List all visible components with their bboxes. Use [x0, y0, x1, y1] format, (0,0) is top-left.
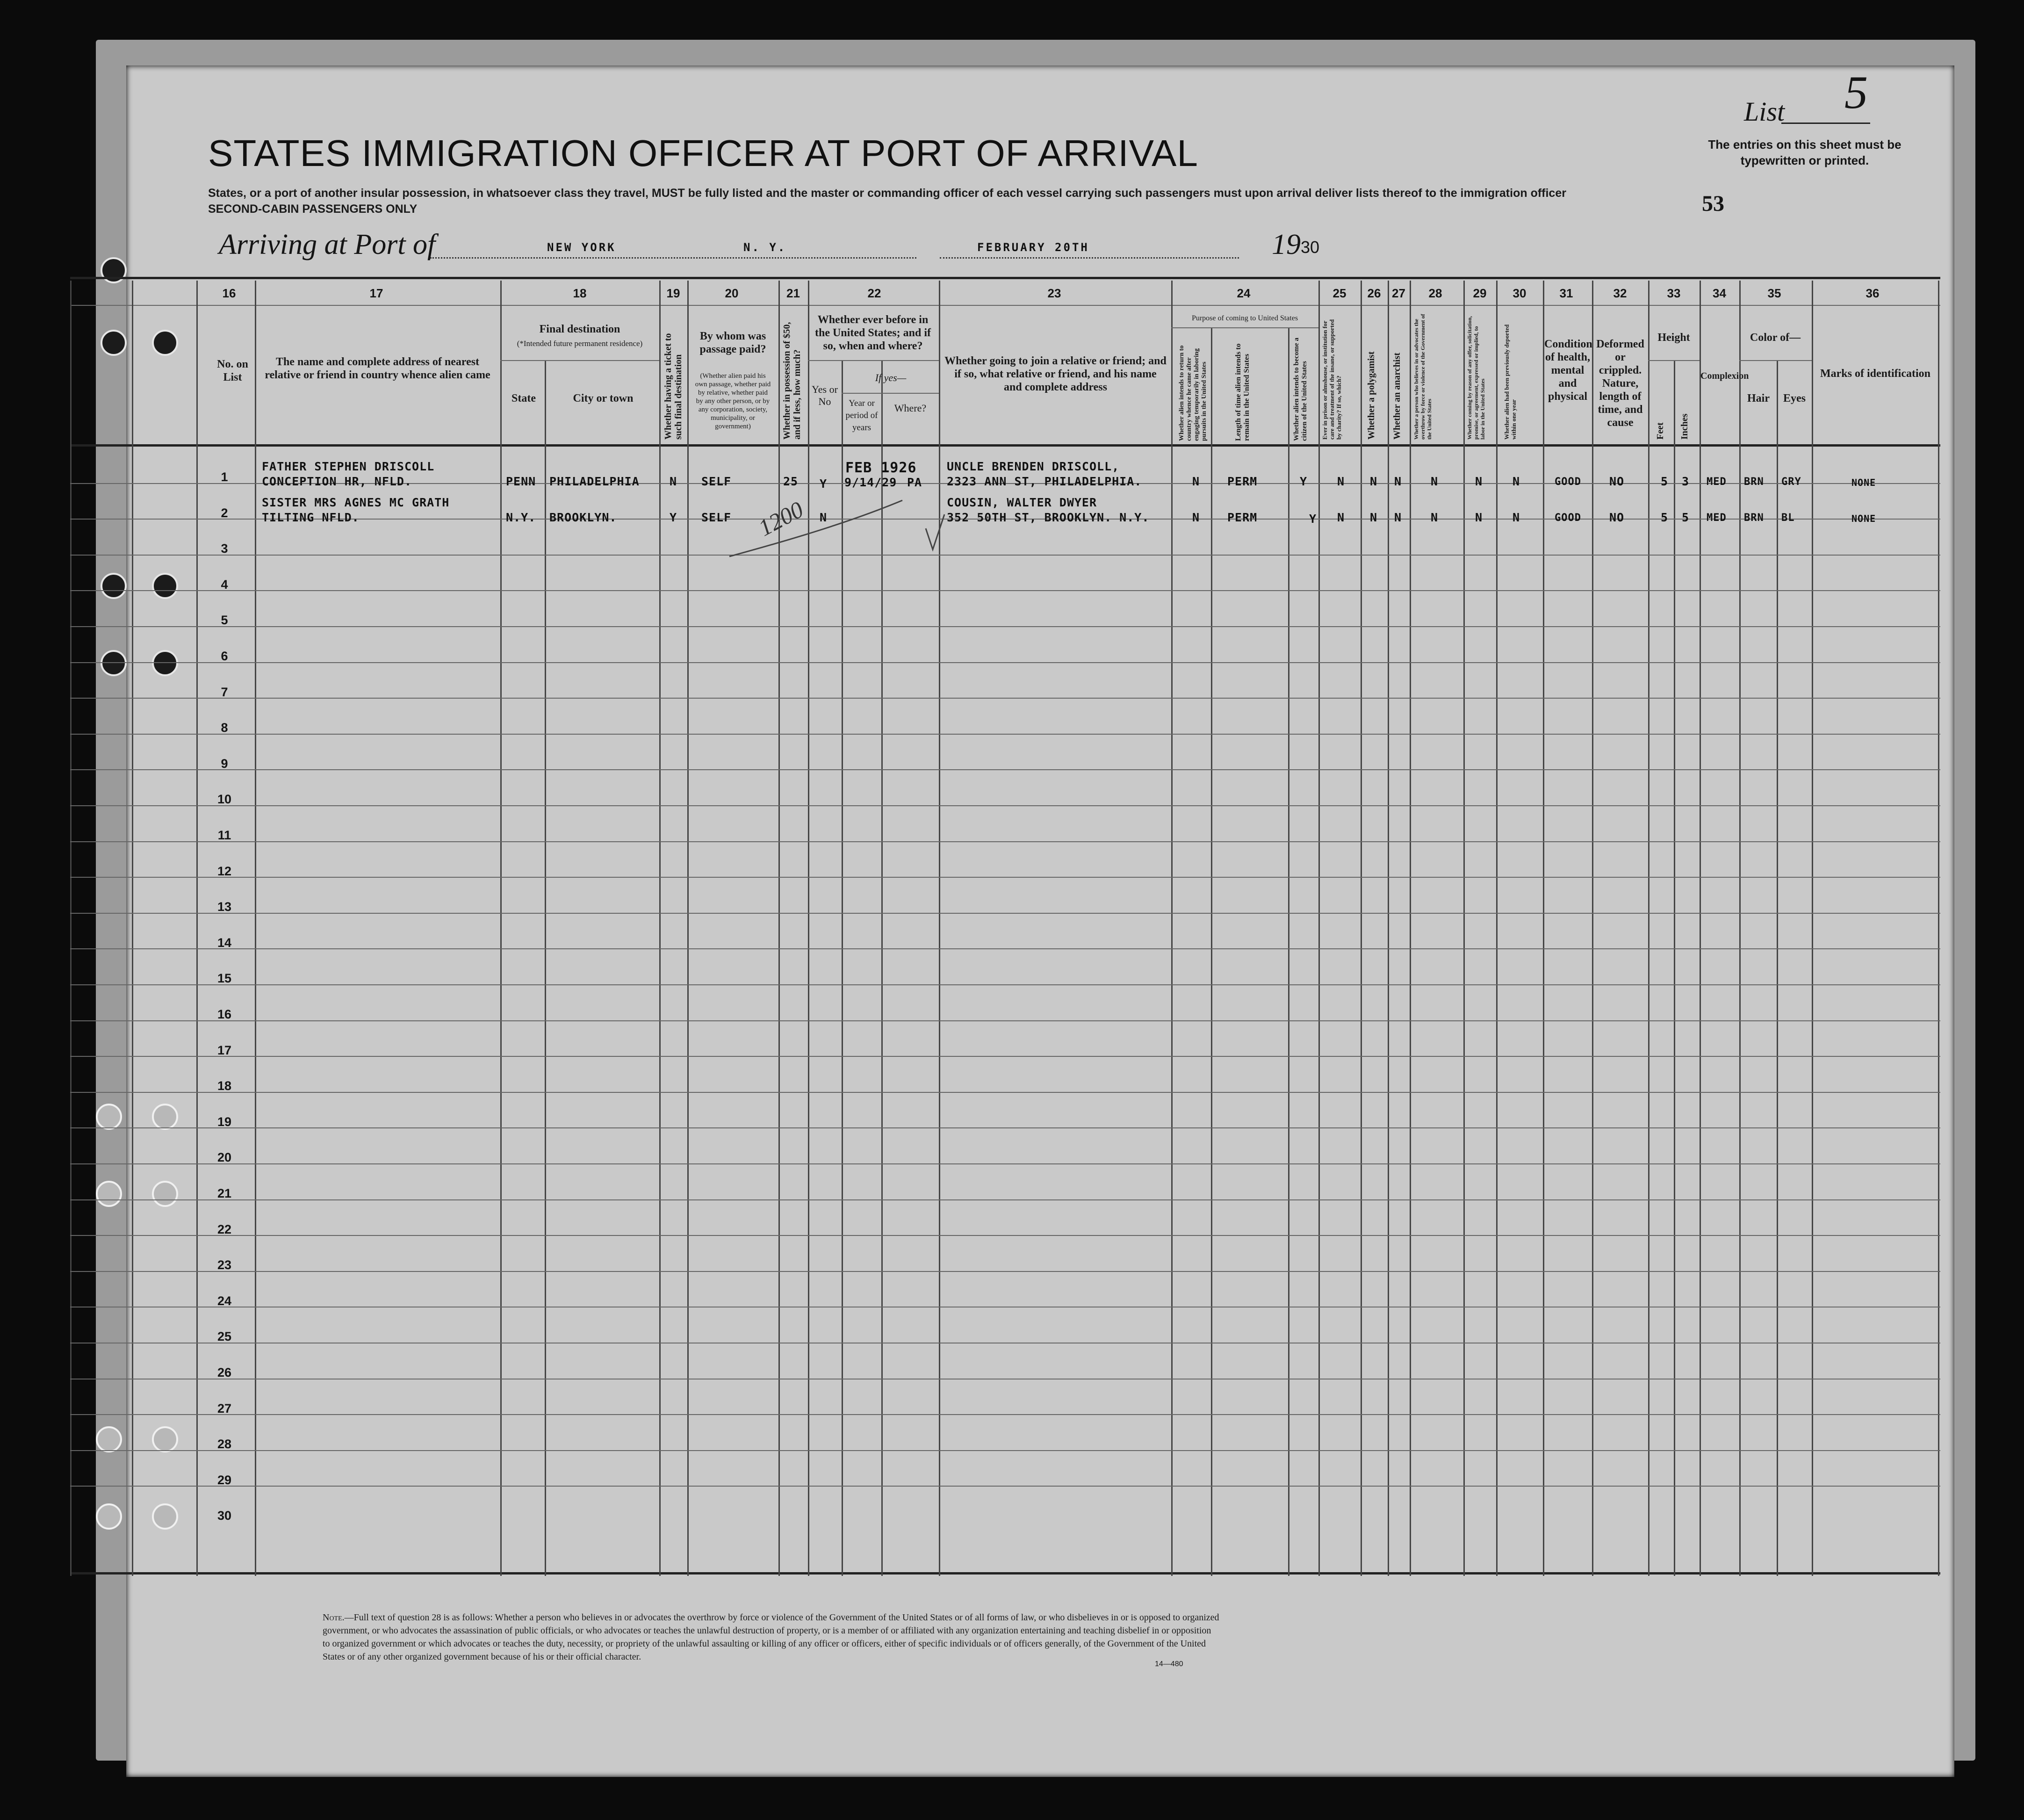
- header-hair: Hair: [1747, 392, 1770, 404]
- row-number: 19: [217, 1114, 232, 1129]
- header-year-period: Year or period of years: [845, 398, 878, 433]
- eyes-value: GRY: [1781, 476, 1801, 488]
- column-number: 21: [786, 286, 800, 300]
- header-anarchist: Whether an anarchist: [1392, 353, 1402, 440]
- year-suffix: 30: [1301, 238, 1320, 257]
- port-state: N. Y.: [743, 241, 787, 254]
- row-number: 8: [221, 721, 228, 735]
- row-rule: [70, 1056, 1940, 1057]
- row-rule: [70, 1199, 1940, 1200]
- column-number: 32: [1613, 286, 1627, 300]
- row-number: 3: [221, 542, 228, 556]
- row-number: 25: [217, 1329, 232, 1344]
- header-passage-paid-note: (Whether alien paid his own passage, whether paid by relative, whether paid by any other person, or by any corporation, society, municipality, or government): [695, 372, 771, 430]
- header-offer-promise: Whether coming by reason of any offer, solicitation, promise, or agreement, expressed or implied, to labor in the United States: [1466, 316, 1486, 440]
- row-number: 9: [221, 756, 228, 771]
- row-rule: [70, 841, 1940, 842]
- pencil-scribble: [725, 486, 958, 566]
- header-length-of-time: Length of time alien intends to remain in the United States: [1234, 343, 1251, 441]
- row-rule: [70, 913, 1940, 914]
- header-state: State: [511, 392, 536, 404]
- column-rule: [70, 281, 72, 1576]
- row-number: 13: [217, 900, 232, 914]
- port-city: NEW YORK: [547, 241, 616, 254]
- header-if-yes: If yes—: [875, 372, 907, 383]
- paid-by-value: SELF: [701, 511, 732, 524]
- column-number: 17: [369, 286, 383, 300]
- header-height: Height: [1657, 332, 1690, 344]
- offer-value: N: [1475, 511, 1483, 524]
- row-number: 5: [221, 613, 228, 628]
- binder-hole: [152, 330, 178, 356]
- entry-instruction: The entries on this sheet must be typewritten or printed.: [1708, 137, 1902, 167]
- destination-state: PENN: [506, 475, 536, 488]
- column-number: 35: [1767, 286, 1781, 300]
- header-possession-50: Whether in possession of $50, and if less, how much?: [782, 322, 802, 440]
- date-underline: [940, 257, 1239, 259]
- row-number: 24: [217, 1293, 232, 1308]
- binder-hole: [101, 573, 127, 599]
- header-eyes: Eyes: [1783, 392, 1806, 404]
- binder-hole: [152, 650, 178, 676]
- row-number: 22: [217, 1222, 232, 1236]
- anarchist-value: N: [1394, 511, 1402, 524]
- column-number: 20: [725, 286, 739, 300]
- prison-value: N: [1337, 511, 1345, 524]
- deformed-value: NO: [1609, 511, 1625, 524]
- row-number: 12: [217, 864, 232, 878]
- length-value: PERM: [1227, 511, 1258, 524]
- header-joining-relative: Whether going to join a relative or friend; and if so, what relative or friend, and his name and complete address: [944, 355, 1167, 393]
- row-rule: [70, 984, 1940, 985]
- header-subtitle: [208, 185, 1634, 217]
- row-rule: [70, 555, 1940, 556]
- column-number: 19: [666, 286, 680, 300]
- row-number: 28: [217, 1437, 232, 1452]
- form-code: 14—480: [1155, 1660, 1183, 1668]
- header-city-or-town: City or town: [573, 392, 634, 404]
- row-rule: [70, 698, 1940, 699]
- destination-state: N.Y.: [506, 511, 536, 524]
- ever-before-value: N: [820, 511, 828, 524]
- row-rule: [70, 1163, 1940, 1164]
- port-underline: [430, 257, 916, 259]
- footnote-label: Note.: [323, 1612, 345, 1623]
- polygamist-value: N: [1370, 511, 1378, 524]
- list-underline: [1781, 123, 1870, 124]
- header-marks: Marks of identification: [1820, 368, 1930, 380]
- overthrow-value: N: [1431, 511, 1439, 524]
- row-rule: [70, 590, 1940, 591]
- header-citizen: Whether alien intends to become a citizen of the United States: [1293, 338, 1308, 441]
- page-title: STATES IMMIGRATION OFFICER AT PORT OF ARRIVAL: [208, 132, 1198, 174]
- column-number: 22: [867, 286, 881, 300]
- arrival-date: FEBRUARY 20TH: [977, 241, 1089, 254]
- ticket-value: N: [670, 475, 677, 488]
- joining-line-2: 2323 ANN ST, PHILADELPHIA.: [947, 475, 1142, 488]
- header-passage-paid: By whom was passage paid?: [699, 330, 766, 355]
- row-rule: [70, 1450, 1940, 1451]
- row-rule: [70, 1092, 1940, 1093]
- deported-value: N: [1513, 475, 1520, 488]
- prison-value: N: [1337, 475, 1345, 488]
- column-number: 33: [1667, 286, 1681, 300]
- row-number: 1: [221, 470, 228, 484]
- row-rule: [70, 662, 1940, 663]
- column-number: 27: [1392, 286, 1405, 300]
- return-value: N: [1192, 475, 1200, 488]
- handwritten-money-note: 1200: [754, 496, 808, 542]
- row-rule: [70, 1235, 1940, 1236]
- row-rule: [70, 1414, 1940, 1415]
- return-value: N: [1192, 511, 1200, 524]
- row-number: 14: [217, 935, 232, 950]
- row-number: 10: [217, 792, 232, 807]
- column-number: 30: [1513, 286, 1527, 300]
- header-ticket: Whether having a ticket to such final destination: [663, 333, 684, 440]
- row-rule: [70, 769, 1940, 770]
- column-number: 34: [1713, 286, 1726, 300]
- binder-hole: [96, 1426, 122, 1452]
- row-rule: [70, 877, 1940, 878]
- row-number: 27: [217, 1401, 232, 1416]
- row-rule: [70, 734, 1940, 735]
- health-value: GOOD: [1555, 512, 1581, 524]
- relative-line-1: FATHER STEPHEN DRISCOLL: [262, 460, 435, 473]
- subtitle-line-1: States, or a port of another insular possession, in whatsoever class they travel, MUST be fully listed and the master or commanding officer of each vessel carrying such passengers must upon arrival deliver lists thereof to the immigration officer: [208, 187, 1566, 200]
- health-value: GOOD: [1555, 476, 1581, 488]
- column-number: 31: [1559, 286, 1573, 300]
- header-polygamist: Whether a polygamist: [1366, 351, 1376, 440]
- header-complexion: Complexion: [1700, 371, 1749, 381]
- binder-hole: [101, 257, 127, 283]
- header-deformed: Deformed or crippled. Nature, length of time, and cause: [1596, 338, 1644, 429]
- list-number: 5: [1844, 66, 1868, 118]
- binder-hole: [152, 1181, 178, 1207]
- relative-line-2: TILTING NFLD.: [262, 511, 360, 524]
- column-number: 24: [1237, 286, 1251, 300]
- row-rule: [70, 1127, 1940, 1128]
- complexion-value: MED: [1707, 512, 1727, 524]
- header-feet: Feet: [1655, 422, 1665, 440]
- header-no-on-list: No. on List: [217, 358, 248, 383]
- row-number: 2: [221, 506, 228, 520]
- row-number: 16: [217, 1007, 232, 1021]
- destination-city: PHILADELPHIA: [549, 475, 640, 488]
- joining-line-1: UNCLE BRENDEN DRISCOLL,: [947, 460, 1120, 473]
- header-prison: Ever in prison or almshouse, or institution for care and treatment of the insane, or supported by charity? If so, which?: [1321, 319, 1342, 440]
- deformed-value: NO: [1609, 475, 1625, 488]
- column-number: 28: [1428, 286, 1442, 300]
- header-final-destination-note: (*Intended future permanent residence): [517, 339, 643, 348]
- polygamist-value: N: [1370, 475, 1378, 488]
- marks-value: NONE: [1851, 477, 1876, 488]
- footnote-text: —Full text of question 28 is as follows: Whether a person who believes in or advocates the overthrow by force or violence of the Government of the United States or of all forms of law, or who disbelieves in or is opposed to organized government, or who advocates the assassination of public officials, or who advocates or teaches the unlawful destruction of property, or is a member of or affiliated with any organization entertaining and teaching disbelief in or opposition to organized government or which advocates or teaches the duty, necessity, or propriety of the unlawful assaulting or killing of any officer or officers, either of specific individuals or of officers generally, of the Government of the United States or of any other organized government because of his or their official character.: [323, 1612, 1219, 1662]
- binder-hole: [152, 1104, 178, 1130]
- column-number: 36: [1866, 286, 1880, 300]
- header-health: Condition of health, mental and physical: [1544, 338, 1592, 403]
- row-number: 7: [221, 685, 228, 699]
- period-line-1: FEB 1926: [845, 460, 917, 476]
- money-value: 25: [783, 475, 799, 488]
- marks-value: NONE: [1851, 513, 1876, 524]
- page-number: 53: [1702, 191, 1724, 216]
- row-number: 21: [217, 1186, 232, 1200]
- subtitle-line-2: SECOND-CABIN PASSENGERS ONLY: [208, 202, 418, 216]
- row-number: 11: [217, 828, 231, 842]
- arriving-label: Arriving at Port of: [219, 229, 436, 260]
- inches-value: 3: [1682, 475, 1690, 488]
- overthrow-value: N: [1431, 475, 1439, 488]
- header-purpose-return: Whether alien intends to return to country whence he came after engaging temporarily in laboring pursuits in the United States: [1178, 345, 1208, 441]
- where-value: PA: [907, 476, 922, 489]
- feet-value: 5: [1661, 511, 1669, 524]
- citizen-value: Y: [1309, 512, 1317, 526]
- header-yes-or-no: Yes or No: [812, 383, 838, 407]
- column-number: 25: [1333, 286, 1347, 300]
- row-number: 29: [217, 1473, 232, 1487]
- row-number: 23: [217, 1258, 232, 1272]
- row-number: 26: [217, 1365, 232, 1379]
- row-rule: [70, 948, 1940, 949]
- hair-value: BRN: [1744, 476, 1764, 488]
- header-deported: Whether alien had been previously deported within one year: [1503, 324, 1517, 440]
- joining-line-1: COUSIN, WALTER DWYER: [947, 496, 1097, 509]
- list-label: List: [1744, 96, 1785, 127]
- binder-hole: [152, 573, 178, 599]
- row-number: 6: [221, 649, 228, 663]
- eyes-value: BL: [1781, 512, 1795, 524]
- column-number: 18: [573, 286, 587, 300]
- row-rule: [70, 626, 1940, 627]
- row-rule: [70, 1020, 1940, 1021]
- feet-value: 5: [1661, 475, 1669, 488]
- row-rule: [70, 805, 1940, 806]
- row-number: 18: [217, 1079, 232, 1093]
- inches-value: 5: [1682, 511, 1690, 524]
- joining-line-2: 352 50TH ST, BROOKLYN. N.Y.: [947, 511, 1150, 524]
- row-number: 17: [217, 1043, 232, 1057]
- row-number: 15: [217, 971, 232, 986]
- complexion-value: MED: [1707, 476, 1727, 488]
- header-final-destination: Final destination: [539, 323, 620, 335]
- footnote: [323, 1611, 1220, 1663]
- binder-hole: [96, 1181, 122, 1207]
- ticket-value: Y: [670, 511, 677, 524]
- row-number: 30: [217, 1509, 232, 1523]
- binder-hole: [152, 1503, 178, 1530]
- length-value: PERM: [1227, 475, 1258, 488]
- header-overthrow: Whether a person who believes in or advocates the overthrow by force or violence of the Government of the United States: [1413, 314, 1433, 440]
- paid-by-value: SELF: [701, 475, 732, 488]
- offer-value: N: [1475, 475, 1483, 488]
- relative-line-2: CONCEPTION HR, NFLD.: [262, 475, 412, 488]
- deported-value: N: [1513, 511, 1520, 524]
- row-rule: [70, 1486, 1940, 1487]
- destination-city: BROOKLYN.: [549, 511, 617, 524]
- column-number: 29: [1473, 286, 1487, 300]
- binder-hole: [96, 1503, 122, 1530]
- header-purpose: Purpose of coming to United States: [1191, 314, 1298, 322]
- binder-hole: [152, 1426, 178, 1452]
- row-number: 20: [217, 1150, 232, 1165]
- column-number: 23: [1047, 286, 1061, 300]
- column-number: 26: [1367, 286, 1381, 300]
- binder-hole: [101, 650, 127, 676]
- header-inches: Inches: [1679, 413, 1690, 440]
- header-ever-before: Whether ever before in the United States; and if so, when and where?: [814, 314, 931, 352]
- hair-value: BRN: [1744, 512, 1764, 524]
- binder-hole: [101, 330, 127, 356]
- ever-before-value: Y: [820, 477, 828, 491]
- column-number: 16: [222, 286, 236, 300]
- row-number: 4: [221, 577, 228, 592]
- header-relative-address: The name and complete address of nearest relative or friend in country whence alien came: [265, 356, 490, 381]
- year-prefix: 19: [1272, 229, 1301, 260]
- citizen-value: Y: [1300, 475, 1308, 488]
- row-rule: [70, 1271, 1940, 1272]
- relative-line-1: SISTER MRS AGNES MC GRATH: [262, 496, 450, 509]
- anarchist-value: N: [1394, 475, 1402, 488]
- header-color-of: Color of—: [1750, 332, 1801, 344]
- period-line-2: 9/14/29: [844, 476, 897, 489]
- manifest-sheet: [126, 65, 1954, 1777]
- binder-hole: [96, 1104, 122, 1130]
- header-where: Where?: [894, 402, 927, 414]
